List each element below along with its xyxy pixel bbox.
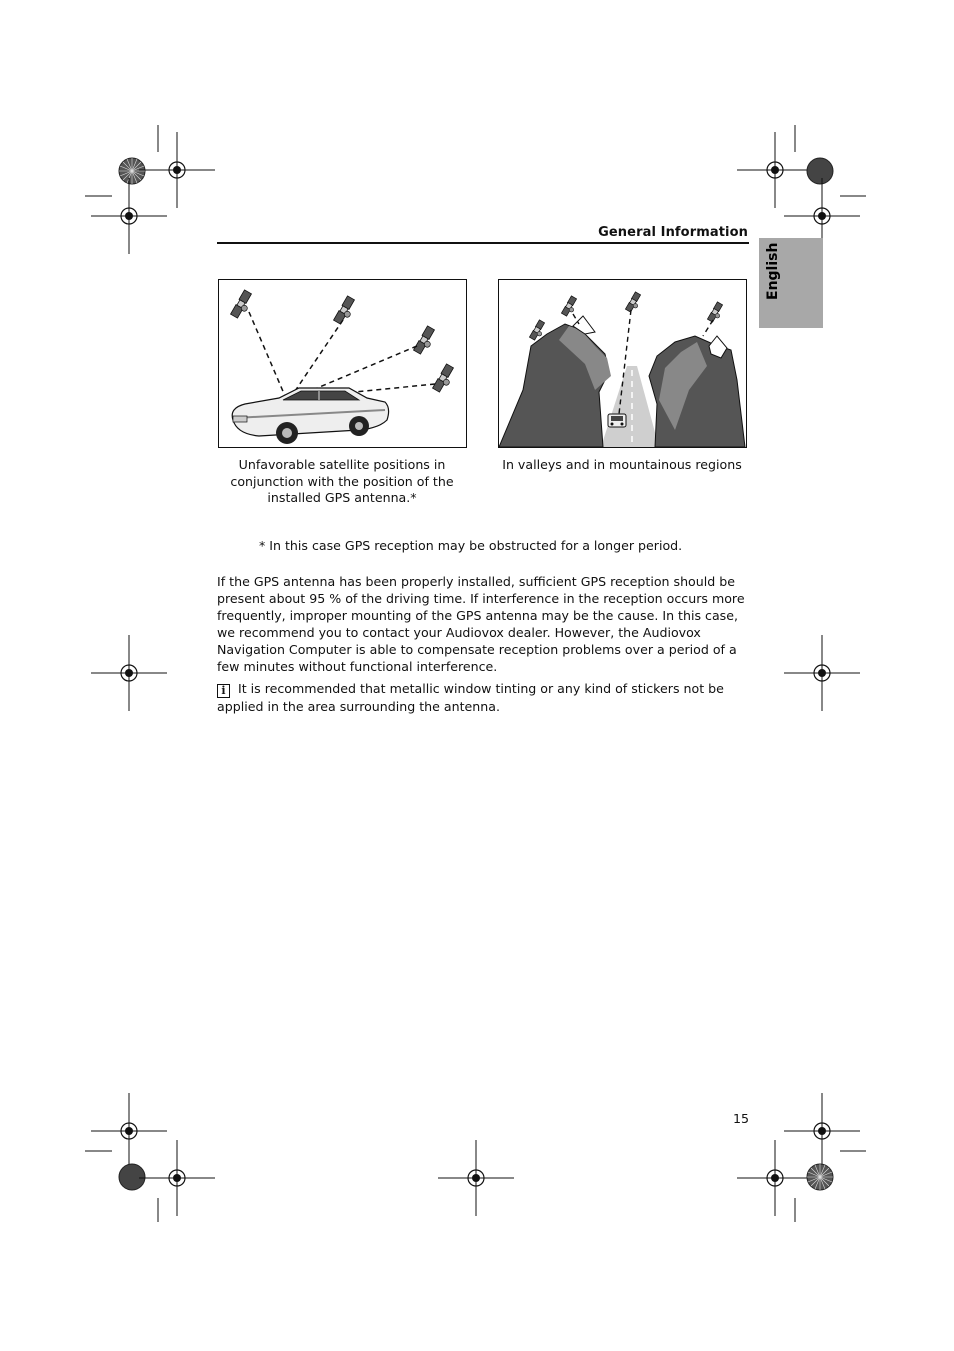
satellite-icon	[433, 364, 457, 394]
language-tab-label: English	[765, 242, 781, 300]
satellite-icon	[625, 292, 643, 314]
info-icon: i	[217, 684, 230, 698]
car-icon	[608, 414, 626, 427]
satellite-icon	[707, 302, 725, 324]
car-satellites-illustration	[219, 280, 466, 447]
language-tab	[759, 238, 823, 328]
satellite-icon	[561, 296, 579, 318]
section-title: General Information	[598, 225, 748, 240]
figure-caption-valley: In valleys and in mountainous regions	[502, 457, 742, 472]
satellite-icon	[334, 296, 358, 326]
header-divider	[217, 242, 749, 244]
valley-illustration	[499, 280, 746, 447]
note-text: It is recommended that metallic window tinting or any kind of stickers not be applied in the area surrounding the antenna.	[217, 681, 724, 714]
figure-car-satellites	[218, 279, 467, 448]
footnote: * In this case GPS reception may be obstructed for a longer period.	[259, 538, 683, 553]
note-paragraph	[217, 680, 749, 715]
body-paragraph: If the GPS antenna has been properly installed, sufficient GPS reception should be present about 95 % of the driving time. If interference in the reception occurs more frequently, improper mounting of the GPS antenna may be the cause. In this case, we recommend you to contact your Audiovox dealer. However, the Audiovox Navigation Computer is able to compensate reception problems over a period of a few minutes without functional interference.	[217, 574, 745, 674]
car-icon	[232, 388, 388, 444]
page-number: 15	[733, 1111, 750, 1126]
satellite-icon	[414, 326, 438, 356]
figure-caption-car: Unfavorable satellite positions in conjunction with the position of the installed GPS antenna.*	[230, 457, 454, 506]
figure-valley	[498, 279, 747, 448]
